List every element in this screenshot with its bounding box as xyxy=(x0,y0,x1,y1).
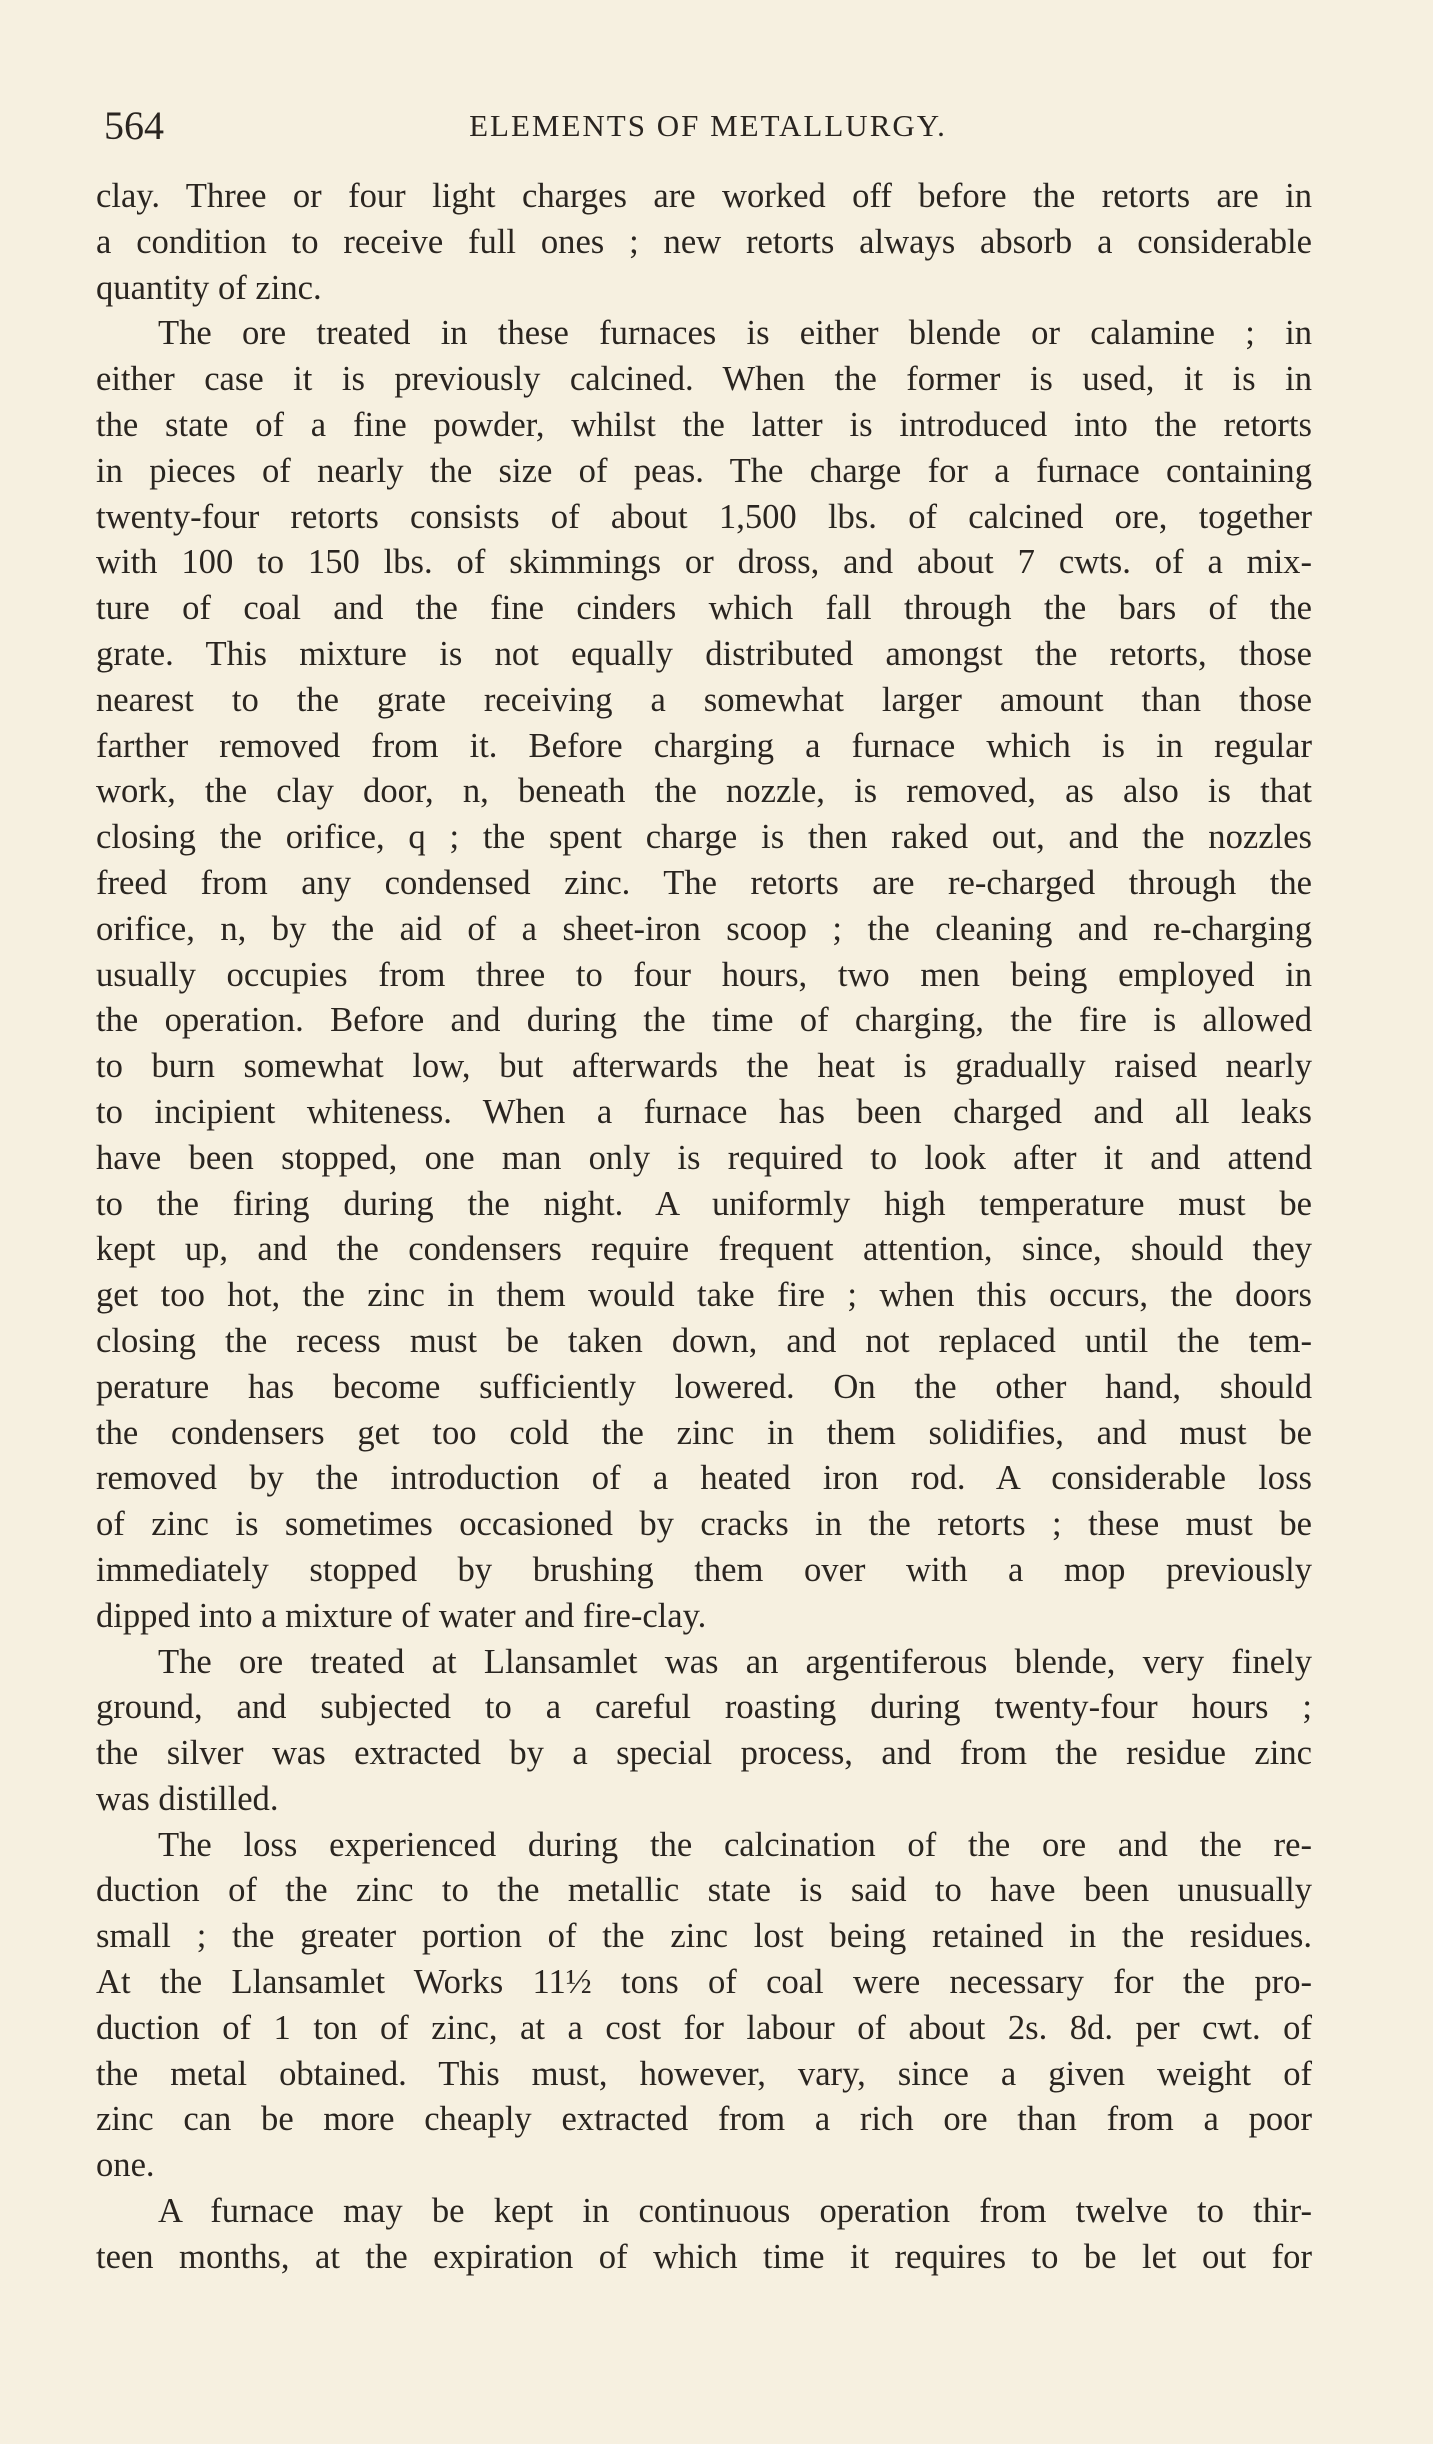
text-line: duction of 1 ton of zinc, at a cost for labour of about 2s. 8d. per cwt. of xyxy=(96,2008,1312,2047)
text-line: the state of a fine powder, whilst the latter is introduced into the retorts xyxy=(96,405,1312,444)
text-line: one. xyxy=(96,2146,155,2185)
text-line: in pieces of nearly the size of peas. The charge for a furnace containing xyxy=(96,451,1312,490)
text-line: the silver was extracted by a special process, and from the residue zinc xyxy=(96,1734,1312,1773)
text-line: quantity of zinc. xyxy=(96,268,322,307)
running-title: ELEMENTS OF METALLURGY. xyxy=(469,108,947,143)
paragraph xyxy=(96,311,1312,1639)
text-line: The ore treated in these furnaces is either blende or calamine ; in xyxy=(158,314,1312,353)
text-line: immediately stopped by brushing them over with a mop previously xyxy=(96,1550,1312,1589)
text-line: was distilled. xyxy=(96,1779,279,1818)
text-line: of zinc is sometimes occasioned by cracks in the retorts ; these must be xyxy=(96,1505,1312,1544)
text-line: either case it is previously calcined. When the former is used, it is in xyxy=(96,360,1312,399)
text-line: orifice, n, by the aid of a sheet-iron scoop ; the cleaning and re-charging xyxy=(96,909,1312,948)
paragraph xyxy=(96,1823,1312,2189)
text-line: have been stopped, one man only is required to look after it and attend xyxy=(96,1138,1312,1177)
text-line: small ; the greater portion of the zinc lost being retained in the residues. xyxy=(96,1917,1312,1956)
paragraph xyxy=(96,174,1312,311)
text-line: removed by the introduction of a heated iron rod. A considerable loss xyxy=(96,1459,1312,1498)
text-line: teen months, at the expiration of which time it requires to be let out for xyxy=(96,2237,1312,2276)
text-line: usually occupies from three to four hours, two men being employed in xyxy=(96,955,1312,994)
text-line: duction of the zinc to the metallic state is said to have been unusually xyxy=(96,1871,1312,1910)
text-line: nearest to the grate receiving a somewhat larger amount than those xyxy=(96,680,1312,719)
text-line: to the firing during the night. A uniformly high temperature must be xyxy=(96,1184,1312,1223)
text-line: kept up, and the condensers require frequent attention, since, should they xyxy=(96,1230,1312,1269)
text-line: The loss experienced during the calcination of the ore and the re- xyxy=(158,1825,1312,1864)
paragraph xyxy=(96,2189,1312,2281)
page-header xyxy=(104,96,1312,156)
text-line: get too hot, the zinc in them would take fire ; when this occurs, the doors xyxy=(96,1276,1312,1315)
text-line: the operation. Before and during the time of charging, the fire is allowed xyxy=(96,1001,1312,1040)
text-line: to incipient whiteness. When a furnace has been charged and all leaks xyxy=(96,1092,1312,1131)
text-line: zinc can be more cheaply extracted from a rich ore than from a poor xyxy=(96,2100,1312,2139)
text-line: dipped into a mixture of water and fire-clay. xyxy=(96,1596,707,1635)
text-line: farther removed from it. Before charging a furnace which is in regular xyxy=(96,726,1312,765)
text-line: freed from any condensed zinc. The retorts are re-charged through the xyxy=(96,863,1312,902)
paragraph xyxy=(96,1640,1312,1823)
text-line: grate. This mixture is not equally distributed amongst the retorts, those xyxy=(96,634,1312,673)
text-line: closing the recess must be taken down, and not replaced until the tem- xyxy=(96,1321,1312,1360)
body-text xyxy=(96,174,1312,2281)
text-line: the metal obtained. This must, however, vary, since a given weight of xyxy=(96,2054,1312,2093)
page-number: 564 xyxy=(104,103,164,148)
text-line: perature has become sufficiently lowered. On the other hand, should xyxy=(96,1367,1312,1406)
text-line: to burn somewhat low, but afterwards the heat is gradually raised nearly xyxy=(96,1047,1312,1086)
text-line: ture of coal and the fine cinders which fall through the bars of the xyxy=(96,589,1312,628)
text-line: a condition to receive full ones ; new retorts always absorb a considerable xyxy=(96,222,1312,261)
text-line: closing the orifice, q ; the spent charge is then raked out, and the nozzles xyxy=(96,818,1312,857)
text-line: The ore treated at Llansamlet was an argentiferous blende, very finely xyxy=(158,1642,1312,1681)
text-line: with 100 to 150 lbs. of skimmings or dross, and about 7 cwts. of a mix- xyxy=(96,543,1312,582)
text-line: ground, and subjected to a careful roasting during twenty-four hours ; xyxy=(96,1688,1312,1727)
text-line: the condensers get too cold the zinc in them solidifies, and must be xyxy=(96,1413,1312,1452)
text-line: At the Llansamlet Works 11½ tons of coal were necessary for the pro- xyxy=(96,1963,1312,2002)
text-line: A furnace may be kept in continuous operation from twelve to thir- xyxy=(158,2192,1312,2231)
text-line: clay. Three or four light charges are worked off before the retorts are in xyxy=(96,177,1312,215)
text-line: work, the clay door, n, beneath the nozzle, is removed, as also is that xyxy=(96,772,1312,811)
text-line: twenty-four retorts consists of about 1,500 lbs. of calcined ore, together xyxy=(96,497,1312,536)
